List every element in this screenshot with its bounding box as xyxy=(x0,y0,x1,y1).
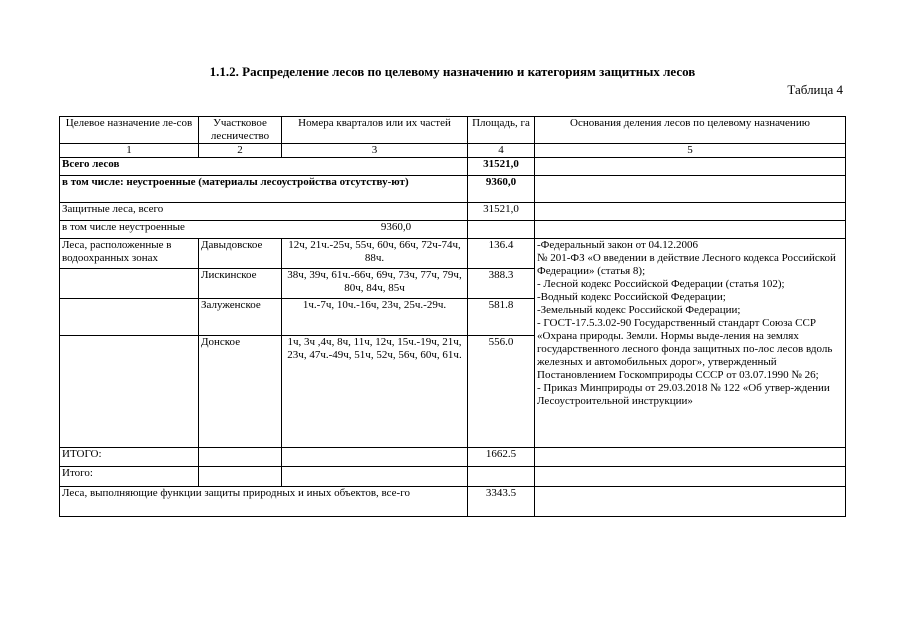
district-area: 556.0 xyxy=(468,336,535,448)
header-basis: Основания деления лесов по целевому назначению xyxy=(535,117,846,144)
table-row-protective xyxy=(60,203,846,221)
row-area: 3343.5 xyxy=(468,487,535,517)
col-number: 3 xyxy=(282,144,468,158)
row-label: Итого: xyxy=(60,467,199,487)
district-name: Лискинское xyxy=(199,269,282,299)
col-number: 4 xyxy=(468,144,535,158)
row-label: в том числе: неустроенные (материалы лесоустройства отсутству-ют) xyxy=(60,176,468,203)
page-title: 1.1.2. Распределение лесов по целевому назначению и категориям защитных лесов xyxy=(209,64,696,79)
district-quarters: 38ч, 39ч, 61ч.-66ч, 69ч, 73ч, 77ч, 79ч, 80ч, 84ч, 85ч xyxy=(282,269,468,299)
district-area: 388.3 xyxy=(468,269,535,299)
table-row-itogo xyxy=(60,467,846,487)
district-quarters: 12ч, 21ч.-25ч, 55ч, 60ч, 66ч, 72ч-74ч, 88ч. xyxy=(282,239,468,269)
water-zone-label: Леса, расположенные в водоохранных зонах xyxy=(60,239,199,269)
table-number: Таблица 4 xyxy=(787,82,843,97)
column-number-row xyxy=(60,144,846,158)
header-quarters: Номера кварталов или их частей xyxy=(282,117,468,144)
basis-line: - ГОСТ-17.5.3.02-90 Государственный стандарт Союза ССР «Охрана природы. Земли. Нормы выде-ления на землях государственного лесного фонда защитных по-лос лесов вдоль железных и автомобильных дорог», утвержденный Постановлением Госкомприроды СССР от 03.07.1990 № 26; xyxy=(537,317,833,381)
basis-line: № 201-ФЗ «О введении в действие Лесного кодекса Российской Федерации» (статья 8); xyxy=(537,252,836,277)
table-row-itogo-caps xyxy=(60,448,846,467)
table-header-row xyxy=(60,117,846,144)
district-name: Донское xyxy=(199,336,282,448)
header-purpose: Целевое назначение ле-сов xyxy=(60,117,199,144)
row-label-text: в том числе неустроенные xyxy=(62,221,185,233)
district-area: 581.8 xyxy=(468,299,535,336)
header-area: Площадь, га xyxy=(468,117,535,144)
row-area: 31521,0 xyxy=(468,158,535,176)
row-label xyxy=(60,221,468,239)
basis-line: -Земельный кодекс Российской Федерации; xyxy=(537,304,741,316)
table-row-total xyxy=(60,158,846,176)
district-quarters: 1ч, 3ч ,4ч, 8ч, 11ч, 12ч, 15ч.-19ч, 21ч, 23ч, 47ч.-49ч, 51ч, 52ч, 56ч, 60ч, 61ч. xyxy=(282,336,468,448)
row-label: Всего лесов xyxy=(60,158,468,176)
row-inline-area: 9360,0 xyxy=(380,221,412,233)
row-label: ИТОГО: xyxy=(60,448,199,467)
basis-line: - Приказ Минприроды от 29.03.2018 № 122 «Об утвер-ждении Лесоустроительной инструкции» xyxy=(537,382,830,407)
row-label: Защитные леса, всего xyxy=(60,203,468,221)
row-area: 9360,0 xyxy=(468,176,535,203)
row-area: 31521,0 xyxy=(468,203,535,221)
table-row-district xyxy=(60,239,846,269)
district-name: Давыдовское xyxy=(199,239,282,269)
basis-line: -Федеральный закон от 04.12.2006 xyxy=(537,239,699,251)
table-row-unmanaged xyxy=(60,176,846,203)
basis-cell xyxy=(535,239,846,448)
table-row-nature-protect xyxy=(60,487,846,517)
district-quarters: 1ч.-7ч, 10ч.-16ч, 23ч, 25ч.-29ч. xyxy=(282,299,468,336)
district-area: 136.4 xyxy=(468,239,535,269)
table-row-protective-unmanaged xyxy=(60,221,846,239)
basis-line: -Водный кодекс Российской Федерации; xyxy=(537,291,726,303)
row-area: 1662.5 xyxy=(468,448,535,467)
col-number: 5 xyxy=(535,144,846,158)
forest-distribution-table xyxy=(59,116,846,517)
col-number: 2 xyxy=(199,144,282,158)
basis-line: - Лесной кодекс Российской Федерации (статья 102); xyxy=(537,278,785,290)
col-number: 1 xyxy=(60,144,199,158)
district-name: Залуженское xyxy=(199,299,282,336)
row-label: Леса, выполняющие функции защиты природных и иных объектов, все-го xyxy=(60,487,468,517)
header-district: Участковое лесничество xyxy=(199,117,282,144)
